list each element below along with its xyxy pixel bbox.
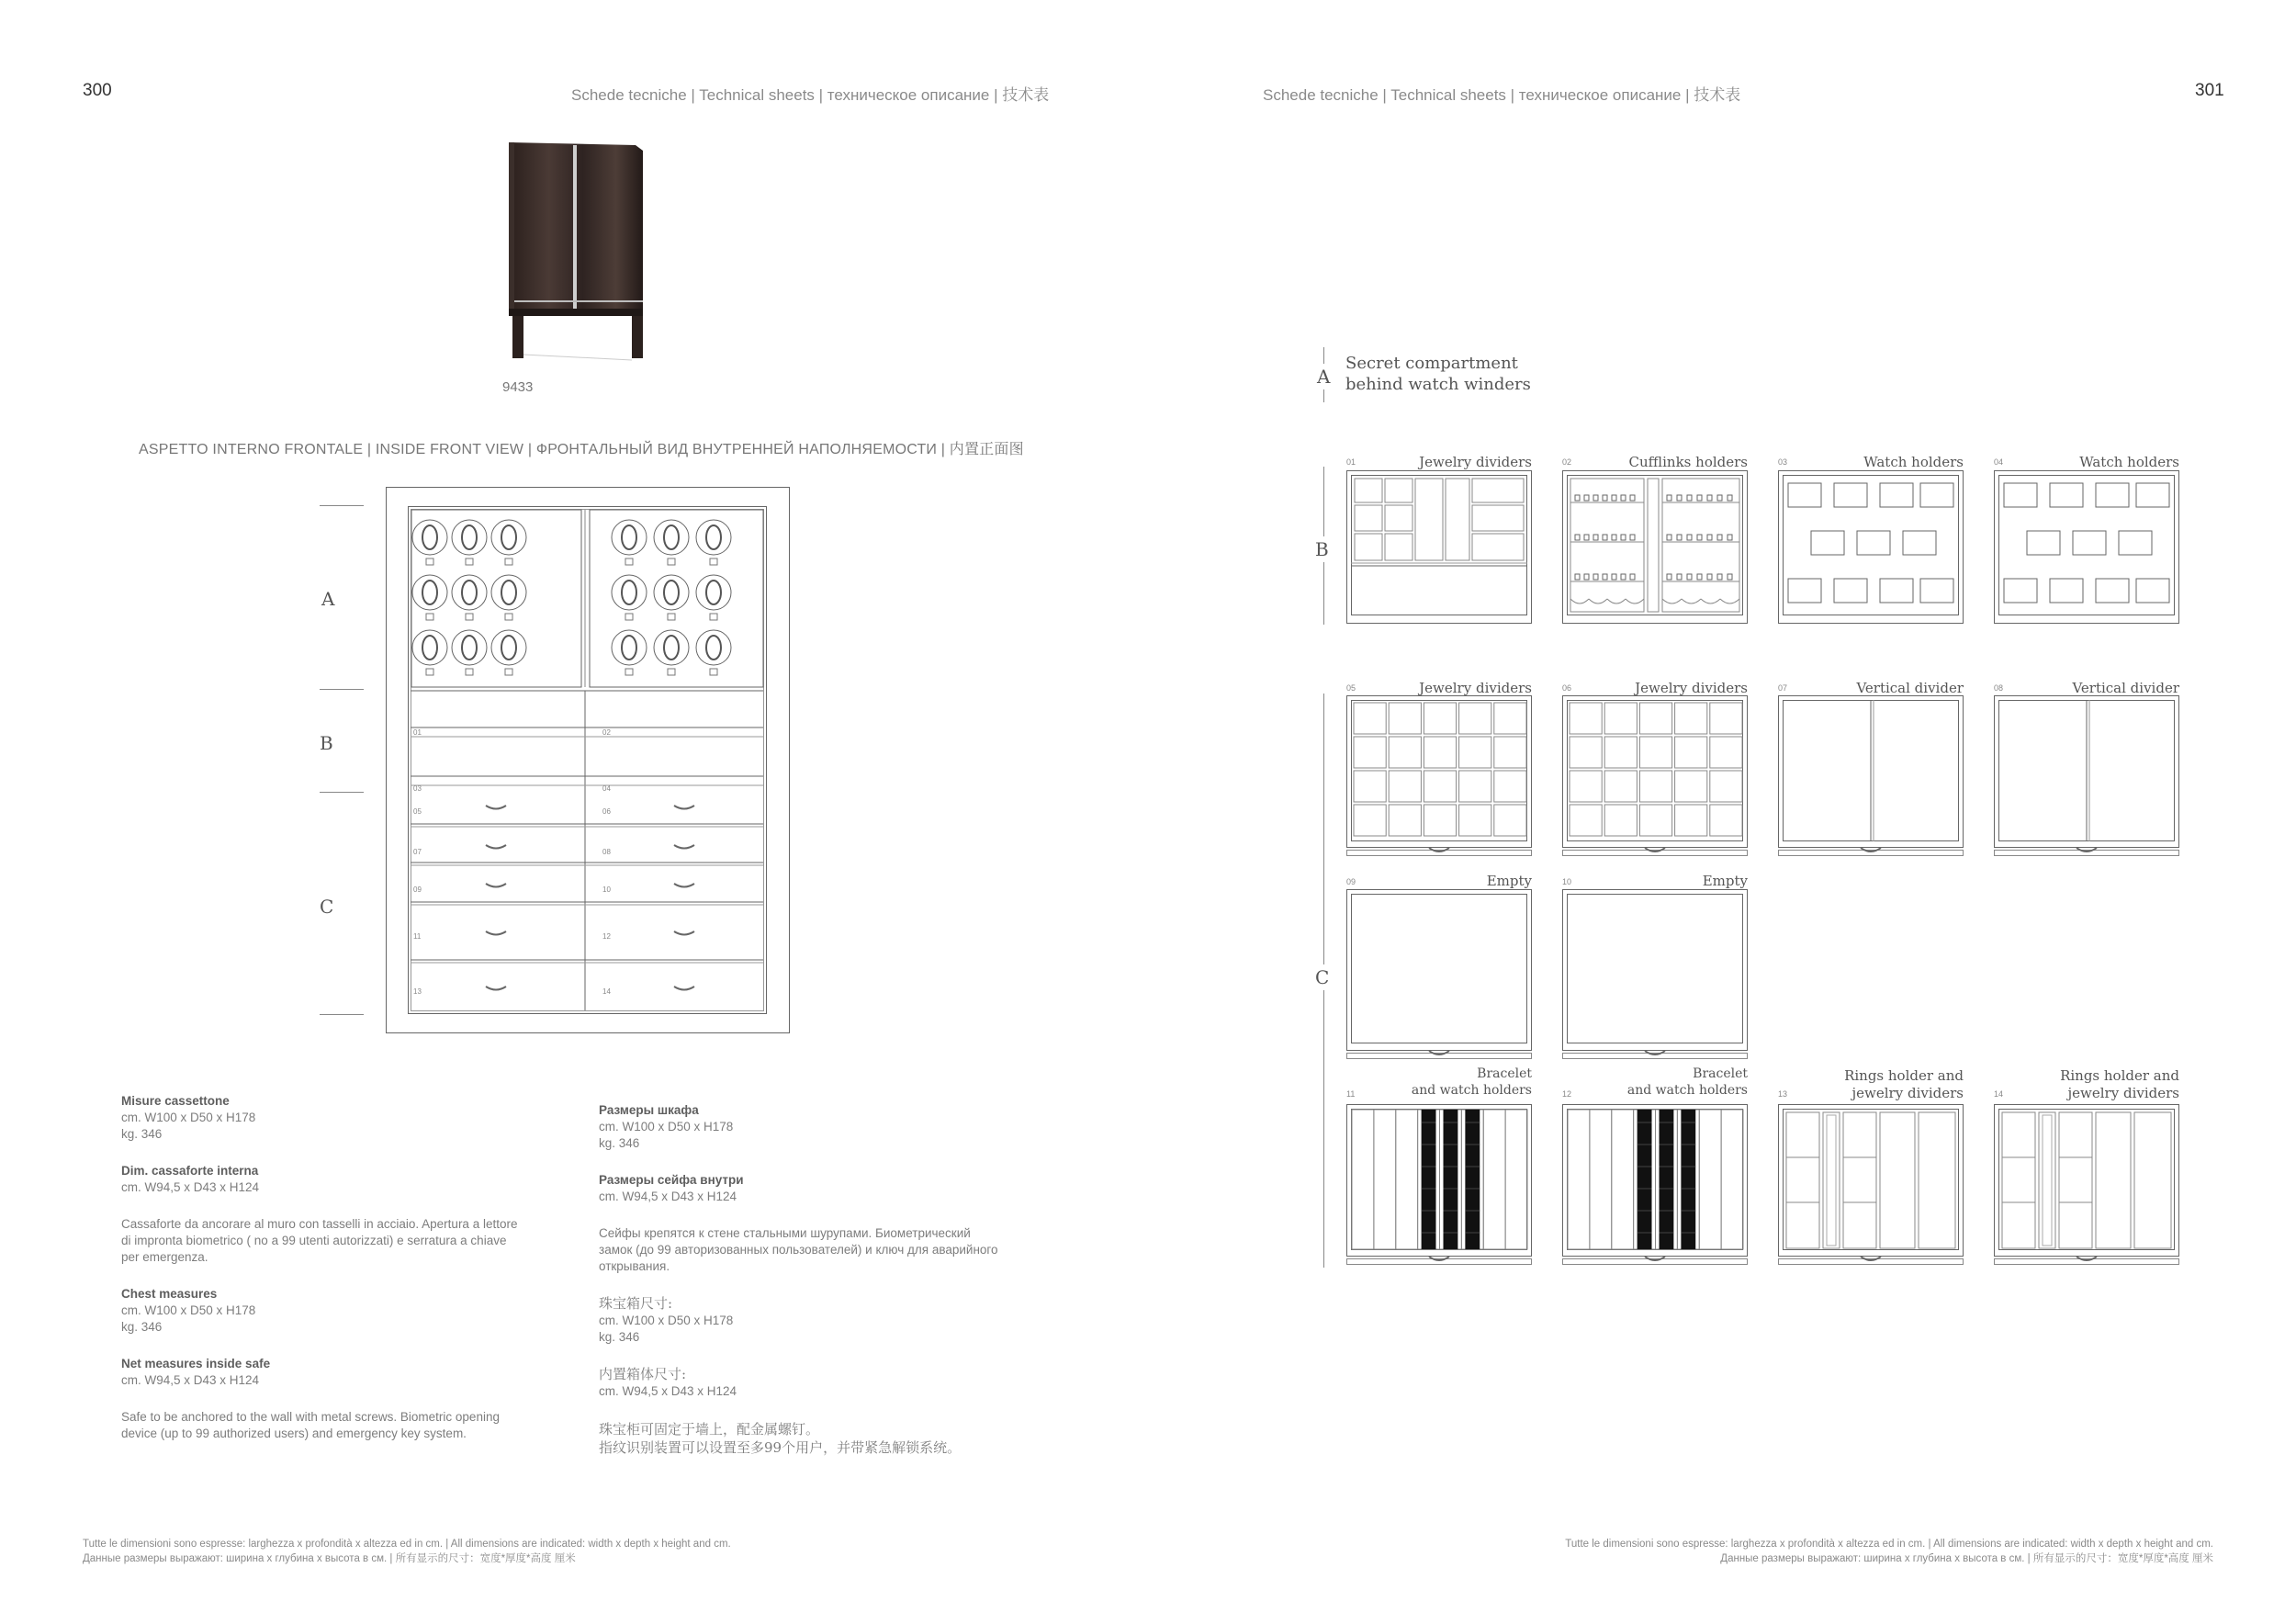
footer-line: Tutte le dimensioni sono espresse: larghezza x profondità x altezza ed in cm. | All dimensions are indicated: width x depth x height and cm.	[83, 1539, 731, 1550]
jewelry-compartment	[1710, 737, 1742, 768]
item-number: 14	[1994, 1089, 2004, 1099]
page-header-left: Schede tecniche | Technical sheets | техническое описание | 技术表	[571, 86, 1050, 104]
watch-holder-bar	[1638, 1110, 1652, 1249]
zone-line	[320, 1014, 364, 1015]
drawing-10-empty	[1563, 890, 1748, 1059]
jewelry-compartment	[1354, 737, 1386, 768]
drawing-11	[1347, 1105, 1532, 1265]
item-label	[1994, 1067, 2179, 1102]
drawer-inner	[1784, 1110, 1959, 1250]
winder-button	[466, 669, 473, 675]
spec-value: cm. W100 x D50 x H178	[121, 1111, 256, 1124]
cufflink-slot	[1575, 574, 1580, 580]
watch-winder-ring	[706, 636, 721, 660]
watch-winder-ring	[462, 581, 477, 604]
winder-button	[625, 669, 633, 675]
item-number: 11	[1346, 1089, 1356, 1099]
drawer-frame	[1779, 1105, 1964, 1257]
watch-winder-ring	[462, 636, 477, 660]
watch-winder-ring	[622, 581, 636, 604]
spec-value: kg. 346	[599, 1330, 640, 1344]
drawing-01-jewelry-dividers	[1347, 471, 1532, 624]
spec-title: 内置箱体尺寸:	[599, 1366, 687, 1382]
item-label: Jewelry dividers	[1635, 680, 1748, 696]
item-label: Jewelry dividers	[1419, 454, 1532, 470]
drawer-handle	[486, 806, 506, 809]
winder-button	[426, 558, 433, 565]
product-code: 9433	[502, 379, 534, 395]
spec-paragraph: 珠宝柜可固定于墙上，配金属螺钉。	[599, 1421, 820, 1438]
jewelry-compartment	[1354, 703, 1386, 734]
drawer-handle	[674, 884, 694, 887]
drawer-frame	[1563, 696, 1748, 848]
ring-slot	[2043, 1115, 2052, 1246]
label-line: Rings holder and	[1844, 1067, 1964, 1084]
label-line: jewelry dividers	[2067, 1085, 2179, 1101]
watch-winder-ring	[664, 581, 679, 604]
cufflink-slot	[1677, 574, 1682, 580]
winder-button	[426, 614, 433, 620]
label-line: Secret compartment	[1345, 354, 1518, 373]
drawing-09-empty	[1347, 890, 1532, 1059]
zone-label-a: A	[1317, 366, 1331, 388]
winder-button	[505, 614, 512, 620]
jewelry-compartment	[2134, 1112, 2171, 1248]
jewelry-compartment	[1424, 805, 1456, 836]
footer-note-right	[1515, 1537, 2213, 1566]
cufflink-slot	[1697, 574, 1702, 580]
bracelet-column	[1505, 1110, 1527, 1249]
cufflink-slot	[1612, 574, 1616, 580]
cufflink-slot	[1603, 495, 1607, 501]
cufflink-slot	[1593, 495, 1598, 501]
drawer-frame	[1347, 696, 1532, 848]
jewelry-compartment	[1389, 771, 1421, 802]
cufflink-slot	[1621, 535, 1626, 540]
winder-button	[668, 558, 675, 565]
item-label: Empty	[1486, 873, 1532, 889]
bracelet-column	[1483, 1110, 1505, 1249]
zone-label-a: A	[321, 588, 335, 610]
spec-title: Misure cassettone	[121, 1094, 230, 1108]
cufflink-slot	[1697, 535, 1702, 540]
jewelry-compartment	[1675, 771, 1707, 802]
drawing-12	[1563, 1105, 1748, 1265]
drawer-num-06: 06	[602, 807, 611, 816]
drawing-06	[1563, 696, 1748, 856]
cufflink-slot	[1612, 535, 1616, 540]
jewelry-compartment	[2096, 1112, 2131, 1248]
watch-winder-ring	[462, 525, 477, 549]
winder-button	[625, 614, 633, 620]
watch-winder-ring	[501, 581, 516, 604]
label-line: Rings holder and	[2060, 1067, 2179, 1084]
zone-c-row-4-drawings	[1346, 1104, 2191, 1288]
drawer-num-01: 01	[413, 728, 422, 737]
cufflink-slot	[1630, 574, 1635, 580]
jewelry-compartment	[1604, 737, 1637, 768]
jewelry-compartment	[1639, 737, 1671, 768]
spec-title: Chest measures	[121, 1287, 218, 1301]
cufflink-slot	[1687, 535, 1692, 540]
cufflink-slot	[1697, 495, 1702, 501]
cufflink-slot	[1687, 574, 1692, 580]
item-number: 10	[1562, 877, 1572, 886]
spec-title: 珠宝箱尺寸:	[599, 1295, 673, 1312]
spec-value: cm. W94,5 x D43 x H124	[599, 1190, 737, 1203]
jewelry-compartment	[1494, 703, 1526, 734]
item-number: 08	[1994, 683, 2004, 693]
cufflink-slot	[1593, 574, 1598, 580]
winder-button	[466, 614, 473, 620]
spec-paragraph: Сейфы крепятся к стене стальными шурупами. Биометрический замок (до 99 авторизованных пользователей) и ключ для аварийного открывания.	[599, 1226, 998, 1273]
drawer-num-14: 14	[602, 987, 611, 996]
jewelry-compartment	[1459, 771, 1491, 802]
drawing-14	[1995, 1105, 2179, 1265]
bracelet-column	[1612, 1110, 1634, 1249]
drawing-04-watch-holders	[1995, 471, 2179, 624]
jewelry-compartment	[1710, 771, 1742, 802]
drawer-handle	[674, 931, 694, 935]
cufflink-slot	[1621, 495, 1626, 501]
cufflink-slot	[1707, 574, 1712, 580]
watch-holder-bar	[1681, 1110, 1695, 1249]
jewelry-compartment	[1389, 703, 1421, 734]
spec-value: cm. W100 x D50 x H178	[121, 1303, 256, 1317]
cufflink-slot	[1677, 495, 1682, 501]
jewelry-compartment	[1919, 1112, 1955, 1248]
item-label: Cufflinks holders	[1628, 454, 1748, 470]
winder-button	[710, 614, 717, 620]
drawer-handle	[486, 845, 506, 849]
bracelet-column	[1568, 1110, 1590, 1249]
drawing-13	[1779, 1105, 1964, 1265]
cufflink-slot	[1728, 495, 1732, 501]
page-number-right: 301	[2195, 81, 2224, 100]
cufflink-slot	[1630, 495, 1635, 501]
jewelry-compartment	[1675, 703, 1707, 734]
jewelry-compartment	[1354, 771, 1386, 802]
drawer-num-13: 13	[413, 987, 422, 996]
jewelry-compartment	[1570, 703, 1602, 734]
zone-label-c: C	[1315, 966, 1330, 988]
label-line: Bracelet	[1693, 1066, 1748, 1081]
footer-line: Данные размеры выражают: ширина x глубина x высота в см. | 所有显示的尺寸：宽度*厚度*高度 厘米	[1720, 1553, 2213, 1564]
drawing-02-cufflinks-holders	[1563, 471, 1748, 624]
drawer-handle	[674, 987, 694, 990]
cufflink-slot	[1593, 535, 1598, 540]
drawer-handle	[486, 884, 506, 887]
cufflink-slot	[1687, 495, 1692, 501]
cufflink-slot	[1584, 535, 1589, 540]
label-line: jewelry dividers	[1851, 1085, 1964, 1101]
item-number: 13	[1778, 1089, 1788, 1099]
watch-winder-ring	[422, 581, 437, 604]
bracelet-column	[1721, 1110, 1743, 1249]
item-label: Vertical divider	[2072, 680, 2179, 696]
winder-button	[625, 558, 633, 565]
winder-button	[710, 669, 717, 675]
spec-value: cm. W100 x D50 x H178	[599, 1314, 734, 1327]
drawer-handle	[486, 987, 506, 990]
page-header-right: Schede tecniche | Technical sheets | техническое описание | 技术表	[1263, 86, 1741, 104]
footer-note-left	[83, 1537, 731, 1566]
drawer-num-07: 07	[413, 848, 422, 856]
bracelet-column	[1699, 1110, 1721, 1249]
jewelry-compartment	[1494, 805, 1526, 836]
winder-button	[466, 558, 473, 565]
winder-button	[710, 558, 717, 565]
cufflink-tray	[1720, 599, 1739, 603]
drawer-handle	[486, 931, 506, 935]
spec-value: kg. 346	[599, 1136, 640, 1150]
zone-label-b: B	[1315, 538, 1329, 560]
jewelry-compartment	[1570, 771, 1602, 802]
spec-title: Net measures inside safe	[121, 1357, 271, 1370]
jewelry-compartment	[1880, 1112, 1915, 1248]
item-label: Watch holders	[2079, 454, 2179, 470]
cufflink-slot	[1621, 574, 1626, 580]
jewelry-compartment	[1675, 737, 1707, 768]
cufflink-slot	[1728, 535, 1732, 540]
cufflink-slot	[1630, 535, 1635, 540]
ring-column	[2002, 1112, 2035, 1248]
spec-value: cm. W94,5 x D43 x H124	[121, 1180, 260, 1194]
spec-value: cm. W94,5 x D43 x H124	[599, 1384, 737, 1398]
zone-b-drawings	[1346, 470, 2191, 626]
cufflink-tray	[1570, 599, 1589, 603]
watch-winder-ring	[622, 525, 636, 549]
cufflink-slot	[1728, 574, 1732, 580]
secret-compartment-label	[1345, 353, 1531, 395]
spec-title: Размеры шкафа	[599, 1103, 699, 1117]
cufflink-slot	[1667, 574, 1671, 580]
item-number: 07	[1778, 683, 1788, 693]
bracelet-column	[1352, 1110, 1374, 1249]
item-label: Vertical divider	[1856, 680, 1964, 696]
item-number: 09	[1346, 877, 1356, 886]
drawer-frame	[1995, 1105, 2179, 1257]
drawer-num-08: 08	[602, 848, 611, 856]
inside-front-view-drawing	[386, 487, 790, 1038]
spec-value: kg. 346	[121, 1320, 163, 1334]
specs-column-italian-english	[121, 1093, 525, 1462]
drawer-num-12: 12	[602, 932, 611, 941]
jewelry-compartment	[1639, 805, 1671, 836]
watch-winder-ring	[501, 636, 516, 660]
watch-winder-ring	[664, 525, 679, 549]
bracelet-column	[1590, 1110, 1612, 1249]
item-number: 01	[1346, 457, 1356, 467]
item-number: 04	[1994, 457, 2004, 467]
label-line: and watch holders	[1626, 1083, 1748, 1098]
cufflink-slot	[1575, 535, 1580, 540]
cufflink-slot	[1612, 495, 1616, 501]
winder-button	[505, 669, 512, 675]
jewelry-compartment	[1389, 737, 1421, 768]
zone-line	[320, 505, 364, 506]
jewelry-compartment	[1459, 703, 1491, 734]
section-title: ASPETTO INTERNO FRONTALE | INSIDE FRONT VIEW | ФРОНТАЛЬНЫЙ ВИД ВНУТРЕННЕЙ НАПОЛНЯЕМОСТИ | 内置正面图	[139, 442, 1024, 457]
ring-slot	[1823, 1112, 1840, 1248]
jewelry-compartment	[1570, 737, 1602, 768]
watch-holder-bar	[1660, 1110, 1674, 1249]
footer-line: Данные размеры выражают: ширина x глубина x высота в см. | 所有显示的尺寸：宽度*厚度*高度 厘米	[83, 1553, 576, 1564]
jewelry-compartment	[1424, 771, 1456, 802]
drawer-handle	[674, 845, 694, 849]
item-number: 12	[1562, 1089, 1572, 1099]
jewelry-compartment	[1570, 805, 1602, 836]
jewelry-compartment	[1494, 771, 1526, 802]
drawer-num-10: 10	[602, 885, 611, 894]
cufflink-slot	[1717, 574, 1722, 580]
watch-holder-bar	[1422, 1110, 1436, 1249]
specs-column-russian-chinese	[599, 1102, 1003, 1477]
jewelry-compartment	[1604, 771, 1637, 802]
drawing-08	[1995, 696, 2179, 856]
spec-paragraph: 指纹识别装置可以设置至多99个用户，并带紧急解锁系统。	[599, 1439, 962, 1456]
spec-paragraph: Cassaforte da ancorare al muro con tasselli in acciaio. Apertura a lettore di impronta biometrico ( no a 99 utenti autorizzati) e serratura a chiave per emergenza.	[121, 1217, 518, 1264]
cufflink-tray	[1682, 599, 1701, 603]
jewelry-compartment	[1424, 703, 1456, 734]
item-label: Jewelry dividers	[1419, 680, 1532, 696]
cufflink-slot	[1667, 535, 1671, 540]
cufflink-tray	[1662, 599, 1682, 603]
jewelry-compartment	[1710, 805, 1742, 836]
item-label: Empty	[1702, 873, 1748, 889]
item-number: 06	[1562, 683, 1572, 693]
spec-value: cm. W100 x D50 x H178	[599, 1120, 734, 1133]
spec-paragraph: Safe to be anchored to the wall with metal screws. Biometric opening device (up to 99 authorized users) and emergency key system.	[121, 1410, 500, 1440]
watch-winder-ring	[664, 636, 679, 660]
jewelry-compartment	[1675, 805, 1707, 836]
cufflink-slot	[1717, 535, 1722, 540]
watch-winder-ring	[422, 636, 437, 660]
jewelry-compartment	[1604, 703, 1637, 734]
label-line: and watch holders	[1411, 1083, 1532, 1098]
footer-line: Tutte le dimensioni sono espresse: larghezza x profondità x altezza ed in cm. | All dimensions are indicated: width x depth x height and cm.	[1565, 1539, 2213, 1550]
cufflink-slot	[1575, 495, 1580, 501]
jewelry-compartment	[1459, 805, 1491, 836]
cufflink-slot	[1603, 535, 1607, 540]
watch-winder-ring	[706, 581, 721, 604]
zone-label-b: B	[320, 732, 333, 754]
winder-button	[505, 558, 512, 565]
bracelet-column	[1396, 1110, 1418, 1249]
cufflink-slot	[1677, 535, 1682, 540]
drawer-num-11: 11	[413, 932, 422, 941]
drawer-num-05: 05	[413, 807, 422, 816]
jewelry-compartment	[1710, 703, 1742, 734]
drawer-num-02: 02	[602, 728, 611, 737]
drawer-num-09: 09	[413, 885, 422, 894]
cufflink-slot	[1584, 495, 1589, 501]
cufflink-tray	[1607, 599, 1626, 603]
spec-title: Размеры сейфа внутри	[599, 1173, 744, 1187]
cufflink-slot	[1717, 495, 1722, 501]
zone-line	[320, 689, 364, 690]
cufflink-slot	[1667, 495, 1671, 501]
ring-column	[2059, 1112, 2092, 1248]
winder-button	[668, 669, 675, 675]
zone-label-c: C	[320, 896, 334, 918]
cufflink-slot	[1707, 535, 1712, 540]
item-number: 02	[1562, 457, 1572, 467]
jewelry-compartment	[1354, 805, 1386, 836]
label-line: Bracelet	[1477, 1066, 1532, 1081]
item-label	[1778, 1067, 1964, 1102]
jewelry-compartment	[1389, 805, 1421, 836]
ring-column	[1843, 1112, 1876, 1248]
cufflink-tray	[1626, 599, 1644, 603]
jewelry-compartment	[1639, 771, 1671, 802]
drawing-07	[1779, 696, 1964, 856]
zone-line	[320, 792, 364, 793]
spec-value: cm. W94,5 x D43 x H124	[121, 1373, 260, 1387]
jewelry-compartment	[1424, 737, 1456, 768]
item-label	[1346, 1066, 1532, 1099]
page-number-left: 300	[83, 81, 112, 100]
drawer-num-03: 03	[413, 784, 422, 793]
ring-slot	[1827, 1115, 1836, 1246]
jewelry-compartment	[1494, 737, 1526, 768]
drawer-handle	[674, 806, 694, 809]
item-number: 03	[1778, 457, 1788, 467]
watch-winder-ring	[706, 525, 721, 549]
drawer-inner	[1999, 1110, 2175, 1250]
drawing-05	[1347, 696, 1532, 856]
item-number: 05	[1346, 683, 1356, 693]
cufflink-tray	[1589, 599, 1607, 603]
watch-holder-bar	[1465, 1110, 1480, 1249]
watch-winder-ring	[422, 525, 437, 549]
jewelry-compartment	[1459, 737, 1491, 768]
ring-column	[1786, 1112, 1819, 1248]
cufflink-tray	[1701, 599, 1720, 603]
label-line: behind watch winders	[1345, 375, 1531, 394]
cufflink-slot	[1584, 574, 1589, 580]
cabinet-product-image	[496, 138, 652, 367]
watch-winder-ring	[501, 525, 516, 549]
item-label	[1562, 1066, 1748, 1099]
spec-value: kg. 346	[121, 1127, 163, 1141]
watch-holder-bar	[1444, 1110, 1458, 1249]
spec-title: Dim. cassaforte interna	[121, 1164, 259, 1178]
ring-slot	[2039, 1112, 2055, 1248]
jewelry-compartment	[1604, 805, 1637, 836]
jewelry-compartment	[1639, 703, 1671, 734]
drawing-03-watch-holders	[1779, 471, 1964, 624]
watch-winder-ring	[622, 636, 636, 660]
item-label: Watch holders	[1863, 454, 1964, 470]
drawer-num-04: 04	[602, 784, 611, 793]
winder-button	[668, 614, 675, 620]
cufflink-slot	[1603, 574, 1607, 580]
zone-c-row-2-drawings	[1346, 695, 2191, 865]
cufflink-slot	[1707, 495, 1712, 501]
zone-c-row-3-drawings	[1346, 889, 1750, 1059]
winder-button	[426, 669, 433, 675]
bracelet-column	[1374, 1110, 1396, 1249]
